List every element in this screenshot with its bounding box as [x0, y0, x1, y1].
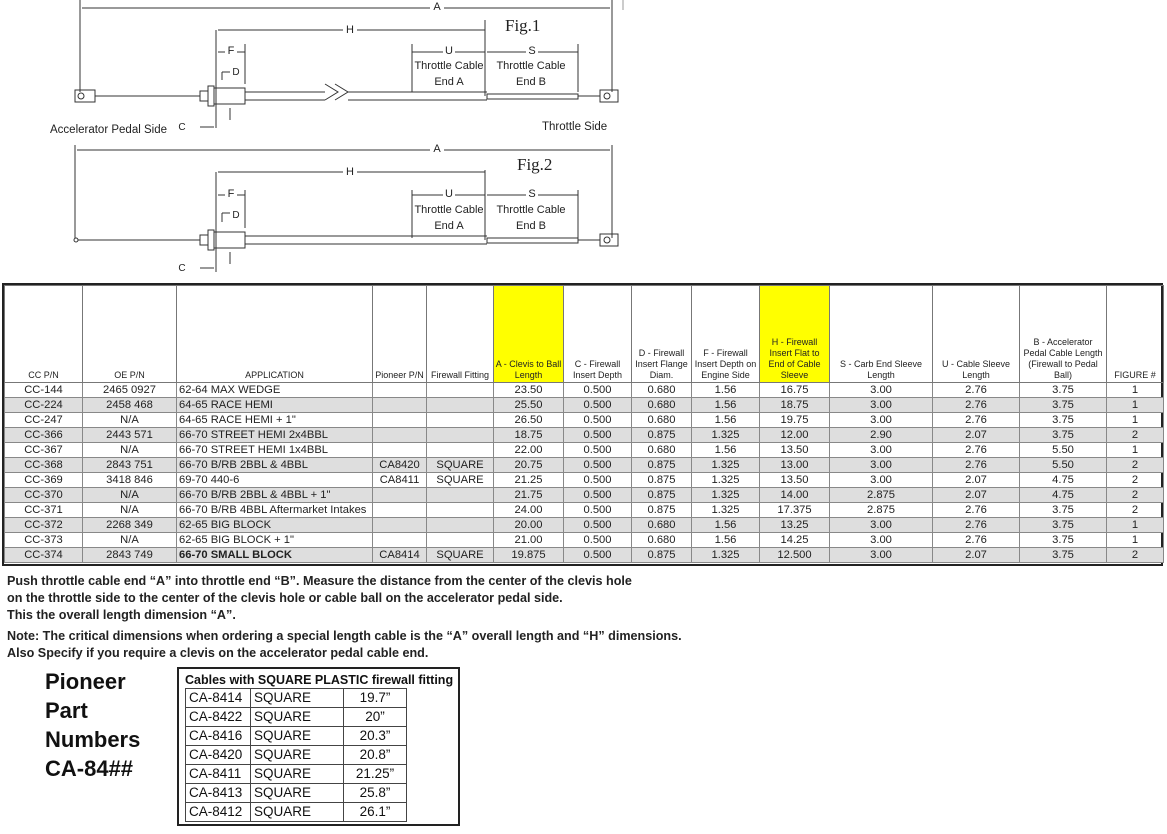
table-cell: 0.680 [632, 518, 692, 533]
col-header: FIGURE # [1107, 286, 1164, 383]
table-cell: 3.75 [1020, 413, 1107, 428]
table-cell: 20.00 [494, 518, 564, 533]
table-cell: 2.76 [933, 383, 1020, 398]
end-a-line2: End A [434, 220, 464, 232]
table-row [186, 708, 407, 727]
col-header-highlighted: A - Clevis to Ball Length [494, 286, 564, 383]
table-cell: SQUARE [427, 548, 494, 563]
pioneer-line: Pioneer [45, 669, 126, 694]
col-header: APPLICATION [177, 286, 373, 383]
table-cell: 0.500 [564, 518, 632, 533]
table-cell: CC-372 [5, 518, 83, 533]
table-cell: SQUARE [251, 746, 344, 765]
table-cell: 26.1” [344, 803, 407, 822]
table-cell: 1 [1107, 533, 1164, 548]
table-cell: 2 [1107, 458, 1164, 473]
table-cell: 2.07 [933, 488, 1020, 503]
cable-diagram [0, 0, 1167, 282]
table-cell: 2.76 [933, 518, 1020, 533]
table-cell [373, 533, 427, 548]
table-cell: 14.00 [760, 488, 830, 503]
table-cell: 0.500 [564, 488, 632, 503]
table-cell: 2.76 [933, 533, 1020, 548]
table-cell: 0.875 [632, 428, 692, 443]
table-cell [373, 398, 427, 413]
table-cell: SQUARE [427, 458, 494, 473]
throttle-side-label: Throttle Side [542, 121, 608, 133]
table-cell: 24.00 [494, 503, 564, 518]
table-cell [373, 488, 427, 503]
fig1-title: Fig.1 [505, 16, 541, 35]
table-cell: 2.07 [933, 473, 1020, 488]
table-cell: 0.875 [632, 488, 692, 503]
note-line: Push throttle cable end “A” into throttle end “B”. Measure the distance from the center of the clevis hole [7, 574, 632, 588]
table-cell: CC-144 [5, 383, 83, 398]
table-cell: SQUARE [251, 784, 344, 803]
table-cell: N/A [83, 488, 177, 503]
dim-s-label-fig2: S [526, 188, 538, 201]
table-row [186, 746, 407, 765]
table-cell: 1.56 [692, 443, 760, 458]
table-cell: 1 [1107, 413, 1164, 428]
table-cell: CA-8422 [186, 708, 251, 727]
table-cell: 16.75 [760, 383, 830, 398]
col-header: S - Carb End Sleeve Length [830, 286, 933, 383]
pioneer-line: Part [45, 698, 88, 723]
table-cell: SQUARE [251, 689, 344, 708]
table-cell: 2.76 [933, 398, 1020, 413]
col-header: U - Cable Sleeve Length [933, 286, 1020, 383]
table-cell: 0.500 [564, 383, 632, 398]
table-cell: 0.680 [632, 398, 692, 413]
measurement-notes [7, 573, 682, 662]
table-cell: CC-371 [5, 503, 83, 518]
table-cell: CC-374 [5, 548, 83, 563]
table-row [5, 488, 1164, 503]
table-cell: 62-65 BIG BLOCK + 1" [177, 533, 373, 548]
note-line: on the throttle side to the center of the clevis hole or cable ball on the accelerator pedal side. [7, 591, 563, 605]
accelerator-pedal-side-label: Accelerator Pedal Side [50, 124, 167, 136]
table-cell: SQUARE [251, 803, 344, 822]
table-cell: 66-70 B/RB 2BBL & 4BBL [177, 458, 373, 473]
table-cell [373, 428, 427, 443]
table-cell: N/A [83, 413, 177, 428]
table-row [5, 398, 1164, 413]
table-row [5, 458, 1164, 473]
table-cell: 3.00 [830, 413, 933, 428]
table-row [186, 784, 407, 803]
table-cell [427, 413, 494, 428]
table-row [5, 533, 1164, 548]
note-line: This the overall length dimension “A”. [7, 608, 236, 622]
table-cell: CC-370 [5, 488, 83, 503]
table-cell: 2843 749 [83, 548, 177, 563]
end-b-line2: End B [516, 76, 546, 88]
dim-f-label-fig1: F [225, 45, 237, 58]
dim-u-label-fig1: U [443, 45, 455, 58]
table-cell: 26.50 [494, 413, 564, 428]
table-cell: 0.680 [632, 383, 692, 398]
table-cell: 3.00 [830, 383, 933, 398]
note-line: Note: The critical dimensions when ordering a special length cable is the “A” overall length and “H” dimensions. [7, 629, 682, 643]
table-cell: 3.75 [1020, 518, 1107, 533]
table-cell: 3.75 [1020, 398, 1107, 413]
table-cell: 0.875 [632, 503, 692, 518]
table-cell: 2.76 [933, 413, 1020, 428]
dim-f-label-fig2: F [225, 188, 237, 201]
pioneer-line: Numbers [45, 727, 141, 752]
table-cell: 20.8” [344, 746, 407, 765]
col-header: D - Firewall Insert Flange Diam. [632, 286, 692, 383]
table-cell: 4.75 [1020, 473, 1107, 488]
table-cell [373, 383, 427, 398]
table-row [186, 765, 407, 784]
table-cell: 2.76 [933, 503, 1020, 518]
end-b-label-fig2 [490, 204, 572, 233]
table-cell: 12.500 [760, 548, 830, 563]
table-cell: 25.50 [494, 398, 564, 413]
table-cell: 2.875 [830, 488, 933, 503]
table-row [5, 443, 1164, 458]
table-cell: 2 [1107, 488, 1164, 503]
dim-u-label-fig2: U [443, 188, 455, 201]
table-cell: 1.325 [692, 548, 760, 563]
table-cell [427, 533, 494, 548]
table-cell: CC-366 [5, 428, 83, 443]
table-cell: 4.75 [1020, 488, 1107, 503]
table-cell: 1 [1107, 518, 1164, 533]
table-cell [427, 488, 494, 503]
table-cell [427, 398, 494, 413]
table-cell: CA-8413 [186, 784, 251, 803]
square-fitting-table-box [177, 667, 460, 826]
fig2-title: Fig.2 [517, 155, 553, 174]
table-cell: 3.75 [1020, 548, 1107, 563]
table-cell: 25.8” [344, 784, 407, 803]
table-cell: 21.25 [494, 473, 564, 488]
table-cell: 66-70 STREET HEMI 1x4BBL [177, 443, 373, 458]
table-cell: 21.25” [344, 765, 407, 784]
table-row [5, 503, 1164, 518]
pioneer-line: CA-84## [45, 756, 134, 781]
spec-table-body [5, 383, 1164, 563]
table-cell: 5.50 [1020, 443, 1107, 458]
col-header: F - Firewall Insert Depth on Engine Side [692, 286, 760, 383]
table-cell: 19.7” [344, 689, 407, 708]
table-cell: 3418 846 [83, 473, 177, 488]
table-cell: 19.75 [760, 413, 830, 428]
table-cell: 2.07 [933, 428, 1020, 443]
table-cell: 2 [1107, 548, 1164, 563]
dim-a-label-fig2: A [430, 143, 444, 156]
table-cell: 62-64 MAX WEDGE [177, 383, 373, 398]
spec-header-row [5, 286, 1164, 383]
table-cell: CC-368 [5, 458, 83, 473]
table-cell: 13.50 [760, 443, 830, 458]
table-cell: 1.325 [692, 473, 760, 488]
col-header: C - Firewall Insert Depth [564, 286, 632, 383]
table-row [5, 518, 1164, 533]
table-cell: 2443 571 [83, 428, 177, 443]
table-cell: 20.3” [344, 727, 407, 746]
table-cell: 12.00 [760, 428, 830, 443]
table-cell: 2.90 [830, 428, 933, 443]
end-b-label-fig1 [490, 60, 572, 89]
table-row [186, 689, 407, 708]
cable-spec-table [4, 285, 1164, 563]
end-a-line1: Throttle Cable [414, 60, 484, 72]
table-cell: 66-70 SMALL BLOCK [177, 548, 373, 563]
table-cell: SQUARE [251, 727, 344, 746]
table-cell [373, 503, 427, 518]
table-cell: 0.500 [564, 443, 632, 458]
table-cell: 5.50 [1020, 458, 1107, 473]
col-header: OE P/N [83, 286, 177, 383]
table-row [186, 727, 407, 746]
table-cell: 0.680 [632, 413, 692, 428]
table-cell [373, 518, 427, 533]
end-b-line1: Throttle Cable [496, 60, 566, 72]
table-cell: 62-65 BIG BLOCK [177, 518, 373, 533]
table-cell: 3.00 [830, 533, 933, 548]
table-cell: 20” [344, 708, 407, 727]
col-header: Pioneer P/N [373, 286, 427, 383]
table-cell: 3.00 [830, 518, 933, 533]
table-cell: N/A [83, 443, 177, 458]
table-cell: 20.75 [494, 458, 564, 473]
table-cell: 2465 0927 [83, 383, 177, 398]
dim-d-label-fig1: D [232, 67, 240, 78]
table-cell: N/A [83, 533, 177, 548]
table-cell: CC-247 [5, 413, 83, 428]
table-cell: 0.500 [564, 398, 632, 413]
table-cell: 17.375 [760, 503, 830, 518]
table-cell: 3.75 [1020, 428, 1107, 443]
table-cell: 66-70 B/RB 2BBL & 4BBL + 1" [177, 488, 373, 503]
table-cell: 13.25 [760, 518, 830, 533]
table-cell: 0.500 [564, 458, 632, 473]
table-cell [427, 443, 494, 458]
table-row [5, 473, 1164, 488]
table-cell: 3.75 [1020, 383, 1107, 398]
table-row [5, 413, 1164, 428]
table-cell: CA8414 [373, 548, 427, 563]
end-a-line2: End A [434, 76, 464, 88]
table-cell: 2.76 [933, 443, 1020, 458]
table-cell [373, 413, 427, 428]
end-a-label-fig2 [412, 204, 486, 233]
dim-c-label-fig2: C [178, 263, 186, 274]
table-row [5, 428, 1164, 443]
table-cell: SQUARE [251, 765, 344, 784]
table-row [5, 548, 1164, 563]
table-cell: 2.76 [933, 458, 1020, 473]
table-cell: CA-8416 [186, 727, 251, 746]
col-header: Firewall Fitting [427, 286, 494, 383]
table-cell: 1.325 [692, 503, 760, 518]
table-cell: 64-65 RACE HEMI [177, 398, 373, 413]
table-cell: 1.56 [692, 518, 760, 533]
table-row [186, 803, 407, 822]
table-cell: SQUARE [427, 473, 494, 488]
table-cell: 0.500 [564, 428, 632, 443]
table-cell: 1.325 [692, 428, 760, 443]
table-cell: 66-70 STREET HEMI 2x4BBL [177, 428, 373, 443]
square-table-body [186, 689, 407, 822]
table-cell: 14.25 [760, 533, 830, 548]
table-cell: CA-8420 [186, 746, 251, 765]
table-cell: 19.875 [494, 548, 564, 563]
table-cell: 2 [1107, 473, 1164, 488]
table-cell: 2.875 [830, 503, 933, 518]
end-a-line1: Throttle Cable [414, 204, 484, 216]
table-cell: 1 [1107, 443, 1164, 458]
square-fitting-table [185, 688, 407, 822]
table-cell: N/A [83, 503, 177, 518]
table-cell: 2.07 [933, 548, 1020, 563]
table-cell: 0.500 [564, 533, 632, 548]
table-cell: 2 [1107, 503, 1164, 518]
dim-s-label-fig1: S [526, 45, 538, 58]
table-cell: 1.325 [692, 458, 760, 473]
table-cell: 3.75 [1020, 533, 1107, 548]
table-cell: 2843 751 [83, 458, 177, 473]
dim-c-label-fig1: C [178, 122, 186, 133]
table-cell: 21.75 [494, 488, 564, 503]
table-cell: 1.56 [692, 398, 760, 413]
dim-a-label-fig1: A [430, 1, 444, 14]
dim-d-label-fig2: D [232, 210, 240, 221]
table-cell: 1.56 [692, 383, 760, 398]
table-cell: 18.75 [760, 398, 830, 413]
table-cell: 64-65 RACE HEMI + 1" [177, 413, 373, 428]
col-header: B - Accelerator Pedal Cable Length (Firewall to Pedal Ball) [1020, 286, 1107, 383]
table-cell: 69-70 440-6 [177, 473, 373, 488]
col-header: CC P/N [5, 286, 83, 383]
table-cell: 0.875 [632, 473, 692, 488]
table-cell: 3.75 [1020, 503, 1107, 518]
table-row [5, 383, 1164, 398]
table-cell: 0.875 [632, 458, 692, 473]
square-table-title: Cables with SQUARE PLASTIC firewall fitting [185, 673, 454, 687]
table-cell: 18.75 [494, 428, 564, 443]
table-cell: 2268 349 [83, 518, 177, 533]
table-cell: 3.00 [830, 443, 933, 458]
table-cell: 0.500 [564, 503, 632, 518]
table-cell: 23.50 [494, 383, 564, 398]
table-cell: 0.500 [564, 473, 632, 488]
table-cell: 13.50 [760, 473, 830, 488]
cable-spec-table-container [2, 283, 1163, 566]
table-cell: CC-224 [5, 398, 83, 413]
table-cell: 13.00 [760, 458, 830, 473]
table-cell: 1.56 [692, 413, 760, 428]
table-cell [427, 518, 494, 533]
table-cell: CA-8411 [186, 765, 251, 784]
table-cell: 22.00 [494, 443, 564, 458]
table-cell: 0.680 [632, 443, 692, 458]
table-cell: 66-70 B/RB 4BBL Aftermarket Intakes [177, 503, 373, 518]
table-cell [427, 503, 494, 518]
table-cell: 0.500 [564, 548, 632, 563]
table-cell: 1.325 [692, 488, 760, 503]
table-cell: CA8420 [373, 458, 427, 473]
table-cell: 0.875 [632, 548, 692, 563]
col-header-highlighted: H - Firewall Insert Flat to End of Cable Sleeve [760, 286, 830, 383]
table-cell: 0.680 [632, 533, 692, 548]
end-b-line1: Throttle Cable [496, 204, 566, 216]
table-cell: CA-8412 [186, 803, 251, 822]
cable-figures [0, 0, 1167, 282]
dim-h-label-fig2: H [343, 166, 357, 179]
table-cell: 2 [1107, 428, 1164, 443]
table-cell: 3.00 [830, 398, 933, 413]
table-cell: 3.00 [830, 458, 933, 473]
table-cell: CC-373 [5, 533, 83, 548]
pioneer-part-numbers-heading [45, 667, 140, 783]
table-cell: 2458 468 [83, 398, 177, 413]
end-a-label-fig1 [412, 60, 486, 89]
table-cell: 1 [1107, 398, 1164, 413]
table-cell: 21.00 [494, 533, 564, 548]
table-cell: CC-369 [5, 473, 83, 488]
dim-h-label-fig1: H [343, 24, 357, 37]
table-cell [427, 428, 494, 443]
table-cell: 0.500 [564, 413, 632, 428]
table-cell [373, 443, 427, 458]
end-b-line2: End B [516, 220, 546, 232]
table-cell: SQUARE [251, 708, 344, 727]
table-cell: CA-8414 [186, 689, 251, 708]
table-cell: 1 [1107, 383, 1164, 398]
note-line: Also Specify if you require a clevis on the accelerator pedal cable end. [7, 646, 429, 660]
table-cell: CA8411 [373, 473, 427, 488]
table-cell: 3.00 [830, 473, 933, 488]
table-cell [427, 383, 494, 398]
table-cell: 3.00 [830, 548, 933, 563]
table-cell: 1.56 [692, 533, 760, 548]
table-cell: CC-367 [5, 443, 83, 458]
